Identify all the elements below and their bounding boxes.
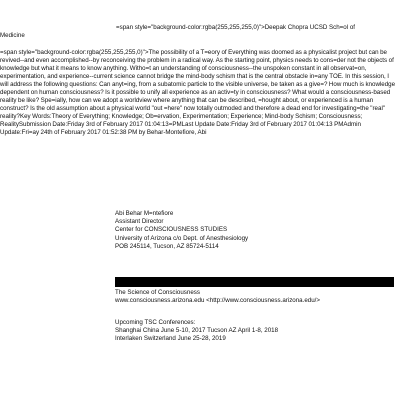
abstract-text: =span style="background-color:rgba(255,255,255,0)">The possibility of a T=eory of Everything was doomed as a physicalist project but can be revived--and even accomplished--by reconceiving the problem in a radical way. As the starting point, physics needs to cons=der not the objects of knowledge but what it means to know anything. Witho=t an understanding of consciousness--the unspoken constant in all observat=on, experimentation, and experience--current science cannot bridge the mind-body schism that is the central obstacle in=any TOE. In this session, I will address the following questions: Can anyt=ing, from a subatomic particle to the visible universe, be taken as a give=? How much is knowledge dependent on human consciousness? Is it possible to unify all experience as an activ=ty in consciousness? What would a consciousness-based reality be like? Spe=ially, how can we adopt a worldview where anything that can be described, =hought about, or experienced is a human construct? Is the old assumption about a physical world "out =here" now totally outmoded and therefore a dead end for investigating=the "real" reality?Key Words:Theory of Everything; Knowledge; Ob=ervation, Experimentation; Experience; Mind-body Schism; Consciousness; RealitySubmission Date:Friday 3rd of February 2017 01:04:13=PMLast Update Date:Friday 3rd of February 2017 01:04:13 PMAdmin Update:Fri=ay 24th of February 2017 01:52:38 PM by Behar-Montefiore, Abi: [0, 49, 396, 137]
signature-block: [115, 210, 395, 251]
header-line-1: =span style="background-color:rgba(255,255,255,0)">Deepak Chopra UCSD Sch=ol of: [116, 24, 355, 31]
signature-center: Center for CONSCIOUSNESS STUDIES: [115, 226, 228, 234]
signature-title: Assistant Director: [115, 218, 164, 226]
upcoming-conferences: [115, 319, 395, 344]
signature-university: University of Arizona c/o Dept. of Anesthesiology: [115, 234, 249, 242]
website-block: [115, 289, 395, 305]
signature-name: Abi Behar M=ntefiore: [115, 210, 174, 217]
website-label: The Science of Consciousness: [115, 289, 200, 296]
redaction-bar: [115, 277, 394, 287]
signature-address: POB 245114, Tucson, AZ 85724-5114: [115, 242, 219, 250]
upcoming-heading: Upcoming TSC Conferences:: [115, 319, 196, 326]
upcoming-line-1: Shanghai China June 5-10, 2017 Tucson AZ April 1-8, 2018: [115, 327, 279, 335]
upcoming-line-2: Interlaken Switzerland June 25-28, 2019: [115, 335, 226, 343]
website-link[interactable]: www.consciousness.arizona.edu <http://www.consciousness.arizona.edu/>: [115, 297, 320, 305]
header-line-2: Medicine: [0, 32, 25, 39]
